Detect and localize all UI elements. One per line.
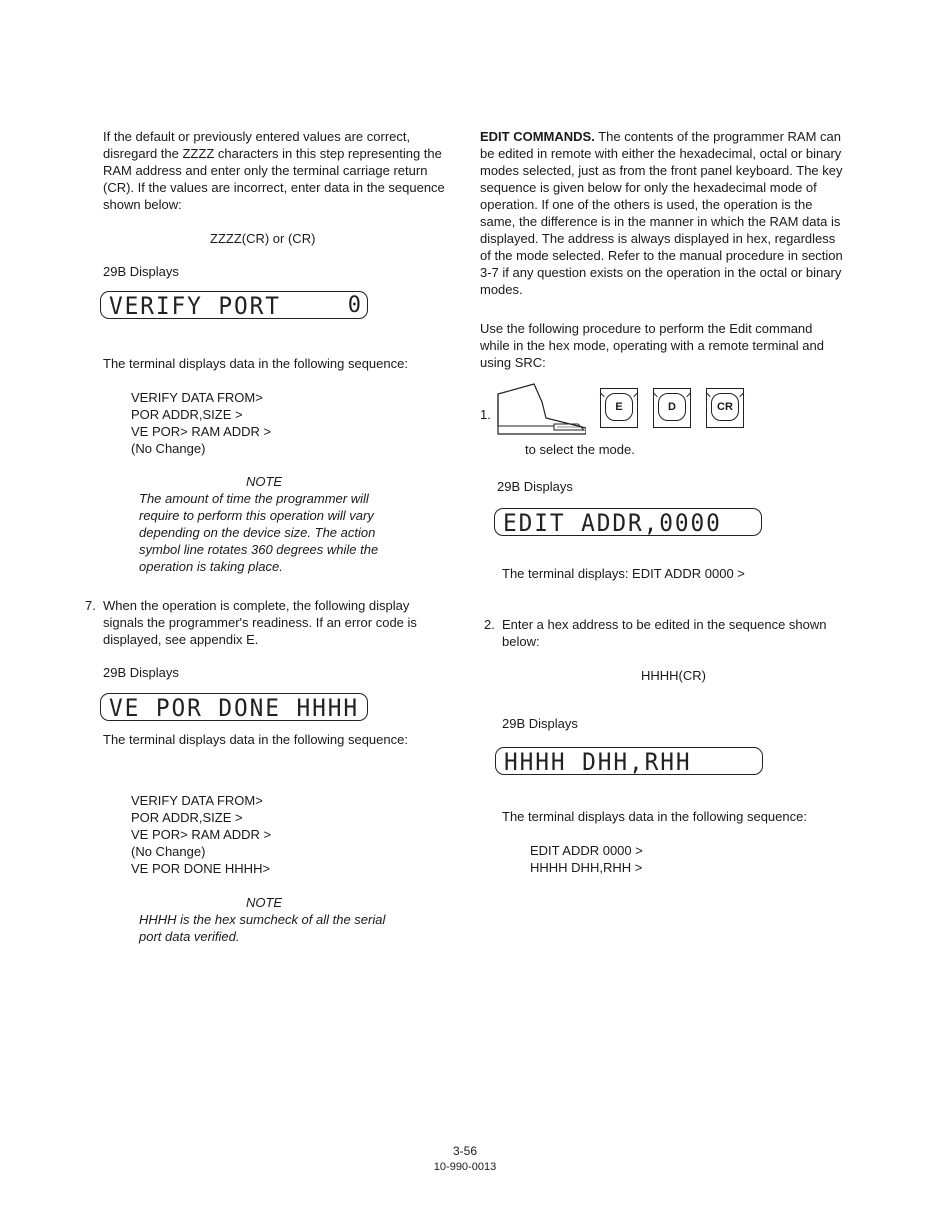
note-text: HHHH is the hex sumcheck of all the serial port data verified. xyxy=(139,912,386,944)
displays-label: 29B Displays xyxy=(502,716,578,731)
displays-label: 29B Displays xyxy=(103,665,179,680)
key-e xyxy=(600,388,638,428)
step-2-text: Enter a hex address to be edited in the sequence shown below: xyxy=(502,617,827,649)
procedure-paragraph: Use the following procedure to perform the Edit command while in the hex mode, operating with a remote terminal and using SRC: xyxy=(480,321,824,370)
note-title: NOTE xyxy=(245,474,283,489)
sequence-line: VE POR DONE HHHH> xyxy=(131,861,271,876)
terminal-seq-intro: The terminal displays data in the following sequence: xyxy=(502,809,807,824)
lcd-display-hex-data xyxy=(495,747,763,775)
step-number: 1. xyxy=(480,407,491,422)
lcd-text: EDIT ADDR,0000 xyxy=(503,509,722,537)
sequence-line: POR ADDR,SIZE > xyxy=(131,810,243,825)
terminal-sequence xyxy=(131,389,271,457)
note-title: NOTE xyxy=(245,895,283,910)
sequence-line: VE POR> RAM ADDR > xyxy=(131,424,272,439)
sequence-line: HHHH DHH,RHH > xyxy=(530,860,643,875)
sequence-line: EDIT ADDR 0000 > xyxy=(530,843,643,858)
key-d xyxy=(653,388,691,428)
sequence-line: (No Change) xyxy=(131,844,206,859)
terminal-seq-intro: The terminal displays data in the following sequence: xyxy=(103,732,408,747)
step-number: 7. xyxy=(85,598,96,613)
displays-label: 29B Displays xyxy=(103,264,179,279)
key-label: CR xyxy=(711,393,739,421)
entry-sequence: ZZZZ(CR) or (CR) xyxy=(210,231,316,246)
intro-paragraph: If the default or previously entered values are correct, disregard the ZZZZ characters in this step representing the RAM address and enter only the terminal carriage return (CR). If the values are incorrect, enter data in the sequence shown below: xyxy=(103,129,445,212)
key-cr xyxy=(706,388,744,428)
lcd-end-symbol: 0 xyxy=(347,293,361,318)
lcd-text: VE POR DONE HHHH xyxy=(109,694,360,722)
document-number: 10-990-0013 xyxy=(433,1161,497,1173)
step-1-caption: to select the mode. xyxy=(525,442,635,457)
lcd-text: VERIFY PORT xyxy=(109,292,281,320)
displays-label: 29B Displays xyxy=(497,479,573,494)
step-7-text: When the operation is complete, the following display signals the programmer's readiness. If an error code is displayed, see appendix E. xyxy=(103,598,417,647)
keyboard-terminal-icon xyxy=(494,382,586,438)
lcd-display-verify-port xyxy=(100,291,368,319)
terminal-seq-intro: The terminal displays data in the following sequence: xyxy=(103,356,408,371)
sequence-line: VERIFY DATA FROM> xyxy=(131,390,263,405)
terminal-sequence xyxy=(131,792,271,877)
sequence-line: VE POR> RAM ADDR > xyxy=(131,827,272,842)
step-number: 2. xyxy=(484,617,495,632)
sequence-line: (No Change) xyxy=(131,441,206,456)
page-number: 3-56 xyxy=(452,1144,478,1158)
sequence-line: VERIFY DATA FROM> xyxy=(131,793,263,808)
edit-commands-paragraph xyxy=(480,128,845,298)
lcd-text: HHHH DHH,RHH xyxy=(504,748,692,776)
hex-entry-sequence: HHHH(CR) xyxy=(641,668,706,683)
key-label: D xyxy=(658,393,686,421)
lcd-display-edit-addr xyxy=(494,508,762,536)
sequence-line: POR ADDR,SIZE > xyxy=(131,407,243,422)
terminal-sequence xyxy=(530,842,643,876)
terminal-edit-line: The terminal displays: EDIT ADDR 0000 > xyxy=(502,566,745,581)
key-label: E xyxy=(605,393,633,421)
edit-text: The contents of the programmer RAM can be edited in remote with either the hexadecimal, octal or binary modes selected, just as from the front panel keyboard. The key sequence is given below for only the hexadecimal mode of operation. If one of the others is used, the operation is the same, the difference is in the manner in which the RAM data is displayed. The address is always displayed in hex, regardless of the mode selected. Refer to the manual procedure in section 3-7 if any question exists on the operation in the octal or binary modes. xyxy=(480,129,843,297)
edit-heading: EDIT COMMANDS. xyxy=(480,129,595,144)
note-text: The amount of time the programmer will require to perform this operation will vary depending on the device size. The action symbol line rotates 360 degrees while the operation is taking place. xyxy=(139,491,379,574)
lcd-display-done xyxy=(100,693,368,721)
